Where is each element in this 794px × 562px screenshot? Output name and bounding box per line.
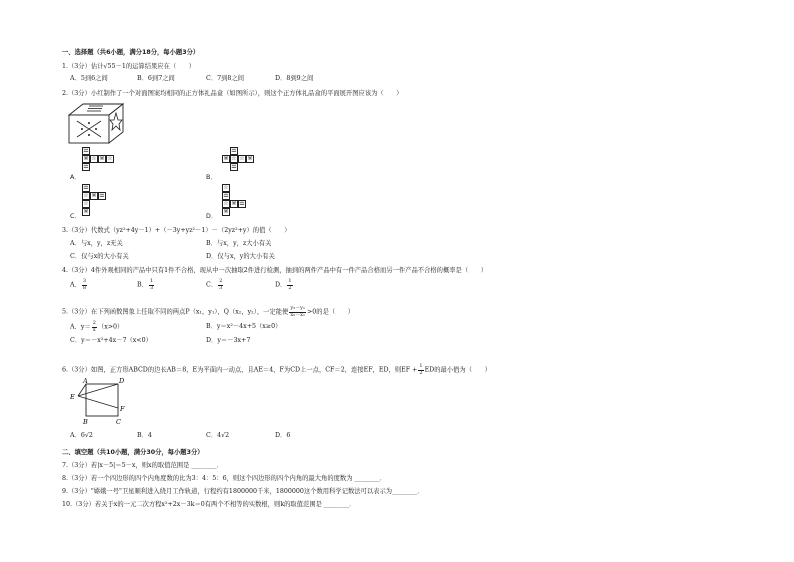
bars-icon: ☰	[99, 192, 105, 199]
question-10: 10.（3分）若关于x的一元二次方程x²+2x－3k＝0有两个不相等的实数根，则k的取值范围是 ________．	[62, 501, 356, 508]
denominator: x	[92, 326, 96, 333]
q5-a-fraction	[92, 321, 97, 333]
q2-label-d: D．	[206, 213, 218, 220]
denominator: 8	[82, 284, 87, 291]
q3-option-c: C．仅与x的大小有关	[70, 253, 129, 260]
q4-b-fraction	[149, 279, 154, 291]
star-icon: ☆	[231, 155, 237, 162]
bars-icon: ☰	[239, 200, 245, 207]
gift-box-cube-figure	[67, 101, 127, 145]
net-option-b	[222, 147, 272, 179]
q4-option-d	[275, 279, 294, 291]
q6-option-a: A．6√2	[70, 432, 93, 439]
q5-option-c: C．y＝－x²+4x－7（x<0）	[70, 337, 152, 344]
question-1-stem: 1.（3分）估计√55－1的运算结果应在（ ）	[62, 63, 196, 70]
numerator: 1	[288, 278, 292, 284]
section-2-title: 二、填空题（共10小题，满分30分，每小题3分）	[62, 449, 204, 456]
question-8: 8.（3分）若一个四边形的四个内角度数的比为3：4：5：6，则这个四边形的四个内角的最大角的度数为 ________．	[62, 475, 386, 482]
q5-a-part-2: （x>0）	[97, 323, 124, 331]
denominator: 2	[288, 284, 292, 291]
cross-icon: ※	[83, 155, 89, 162]
q1-option-d: D．8到9之间	[275, 75, 314, 82]
q6-stem-part-2: ED的最小值为（ ）	[424, 366, 491, 374]
cross-icon: ※	[231, 200, 237, 207]
point-e-label: E	[70, 393, 75, 401]
q3-option-d: D．仅与x，y的大小有关	[206, 253, 275, 260]
q5-stem-part-1: 5.（3分）在下列函数图象上任取不同的两点P（x₁，y₁），Q（x₂，y₂），一定能使	[62, 308, 289, 316]
question-2-stem: 2.（3分）小红制作了一个对面图案均相同的正方体礼品盒（如图所示），则这个正方体礼品盒的平面展开图应该为（ ）	[62, 90, 403, 97]
q4-a-label: A．	[70, 281, 81, 289]
q2-label-b: B．	[206, 174, 217, 181]
q4-d-label: D．	[275, 281, 287, 289]
q2-label-c: C．	[70, 213, 81, 220]
q4-c-label: C．	[206, 281, 218, 289]
q4-c-fraction	[218, 279, 223, 291]
q1-option-b: B．6到7之间	[137, 75, 175, 82]
numerator: 3	[82, 278, 87, 284]
q4-b-label: B．	[137, 281, 148, 289]
net-option-a	[82, 147, 132, 179]
vertex-b-label: B	[83, 418, 88, 426]
question-7: 7.（3分）若|x－5|＝5－x，则x的取值范围是 ________．	[62, 462, 223, 469]
q6-stem-part-1: 6.（3分）如图，正方形ABCD的边长AB＝8，E为平面内一动点，且AE＝4，F为CD上一点，CF＝2，连接EF，ED，则EF +	[62, 366, 418, 374]
q6-stem-fraction	[418, 364, 423, 376]
q4-option-c	[206, 279, 224, 291]
q1-option-c: C．7到8之间	[206, 75, 245, 82]
star-icon: ☆	[107, 155, 113, 162]
question-5-stem	[62, 306, 354, 318]
bars-icon: ☰	[223, 192, 229, 199]
cross-icon: ※	[223, 155, 229, 162]
star-icon: ☆	[239, 155, 245, 162]
numerator: 1	[149, 278, 154, 284]
denominator: 3	[149, 284, 154, 291]
bars-icon: ☰	[83, 184, 89, 191]
star-icon: ☆	[223, 200, 229, 207]
q3-option-b: B．与x，y，z大小有关	[206, 240, 272, 247]
numerator: 2	[92, 320, 96, 326]
denominator: 3	[219, 284, 223, 291]
q5-stem-part-2: >0的是（ ）	[307, 308, 355, 316]
q6-option-b: B．4	[137, 432, 152, 439]
q5-a-part-1: A．y＝	[70, 323, 91, 331]
cross-icon: ※	[247, 155, 253, 162]
q4-option-b	[137, 279, 155, 291]
star-icon: ☆	[83, 200, 89, 207]
bars-icon: ☰	[231, 163, 237, 170]
numerator: y₂－y₁	[290, 305, 306, 311]
question-3-stem: 3.（3分）代数式（yz²+4y－1）+（－3y+yz²－1）－（2yz²+y）的值（ ）	[62, 227, 291, 234]
square-abcd-figure	[66, 378, 136, 428]
q2-label-a: A．	[70, 174, 81, 181]
q1-option-a: A．5到6之间	[70, 75, 108, 82]
q5-option-d: D．y＝－3x+7	[206, 337, 251, 344]
point-f-label: F	[120, 405, 125, 413]
q5-stem-fraction	[289, 306, 306, 318]
q4-option-a	[70, 279, 88, 291]
net-option-d	[222, 184, 272, 218]
bars-icon: ☰	[231, 147, 237, 154]
q3-option-a: A．与x，y，z无关	[70, 240, 123, 247]
cross-icon: ※	[99, 155, 105, 162]
net-option-c	[82, 184, 132, 218]
vertex-d-label: D	[119, 378, 125, 385]
q5-option-a	[70, 321, 123, 333]
numerator: 2	[219, 278, 223, 284]
section-1-title: 一、选择题（共6小题，满分18分，每小题3分）	[62, 49, 200, 56]
star-icon: ☆	[223, 184, 229, 191]
numerator: 1	[419, 363, 423, 369]
bars-icon: ☰	[83, 147, 89, 154]
q6-option-c: C．4√2	[206, 432, 230, 439]
cross-icon: ※	[83, 208, 89, 215]
star-icon: ☆	[83, 192, 89, 199]
bars-icon: ☰	[83, 163, 89, 170]
question-9: 9.（3分）"嫦娥一号"卫星顺利进入绕月工作轨道，行程约有1800000千米，1800000这个数用科学记数法可以表示为________．	[62, 488, 424, 495]
question-6-stem	[62, 364, 491, 376]
q5-option-b: B．y＝x²－4x+5（x≥0）	[206, 323, 282, 330]
question-4-stem: 4.（3分）4件外观相同的产品中只有1件不合格，现从中一次抽取2件进行检测，抽到的两件产品中有一件产品合格而另一件产品不合格的概率是（ ）	[62, 267, 488, 274]
star-icon: ☆	[91, 155, 97, 162]
denominator: 2	[419, 369, 423, 376]
q6-option-d: D．6	[275, 432, 291, 439]
denominator: x₂－x₁	[290, 311, 305, 318]
q4-d-fraction	[287, 279, 292, 291]
cross-icon: ※	[91, 192, 97, 199]
vertex-a-label: A	[83, 378, 88, 385]
q4-a-fraction	[82, 279, 87, 291]
cross-icon: ※	[223, 208, 229, 215]
vertex-c-label: C	[116, 418, 121, 426]
